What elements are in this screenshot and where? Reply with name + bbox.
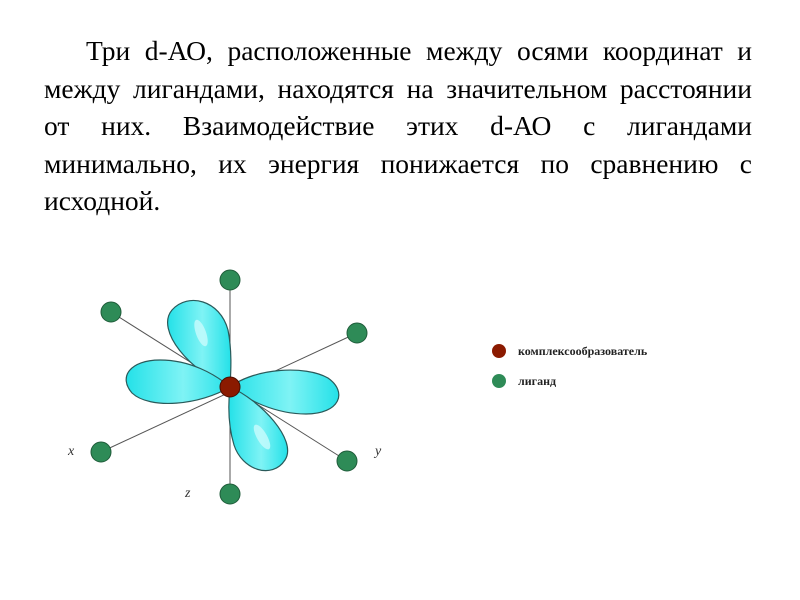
ligand-y-positive (337, 451, 357, 471)
central-atom (220, 377, 240, 397)
ligand-y-negative (101, 302, 121, 322)
ligand-top (220, 270, 240, 290)
ligand-x-positive (347, 323, 367, 343)
legend-central-atom-label: комплексообразователь (518, 344, 648, 358)
paragraph-line-1: Три d-АО, расположенные между осями (86, 35, 603, 66)
axis-label-x: x (68, 444, 75, 459)
axis-label-y: y (375, 444, 382, 459)
ligand-bottom (220, 484, 240, 504)
legend (492, 344, 648, 388)
paragraph-line-5: понижается по сравнению с исходной. (44, 147, 752, 216)
ligand-x-negative (91, 442, 111, 462)
paragraph-line-2: координат и между лигандами, находятся на (44, 35, 752, 104)
paragraph-line-3: значительном расстоянии от них. Взаимодействие (44, 72, 752, 141)
paragraph-line-4: этих d-АО с лигандами минимально, их энергия (44, 110, 752, 179)
legend-ligand-marker (492, 374, 506, 388)
axis-label-z: z (185, 486, 191, 501)
legend-ligand-label: лиганд (518, 374, 557, 388)
legend-central-atom-marker (492, 344, 506, 358)
